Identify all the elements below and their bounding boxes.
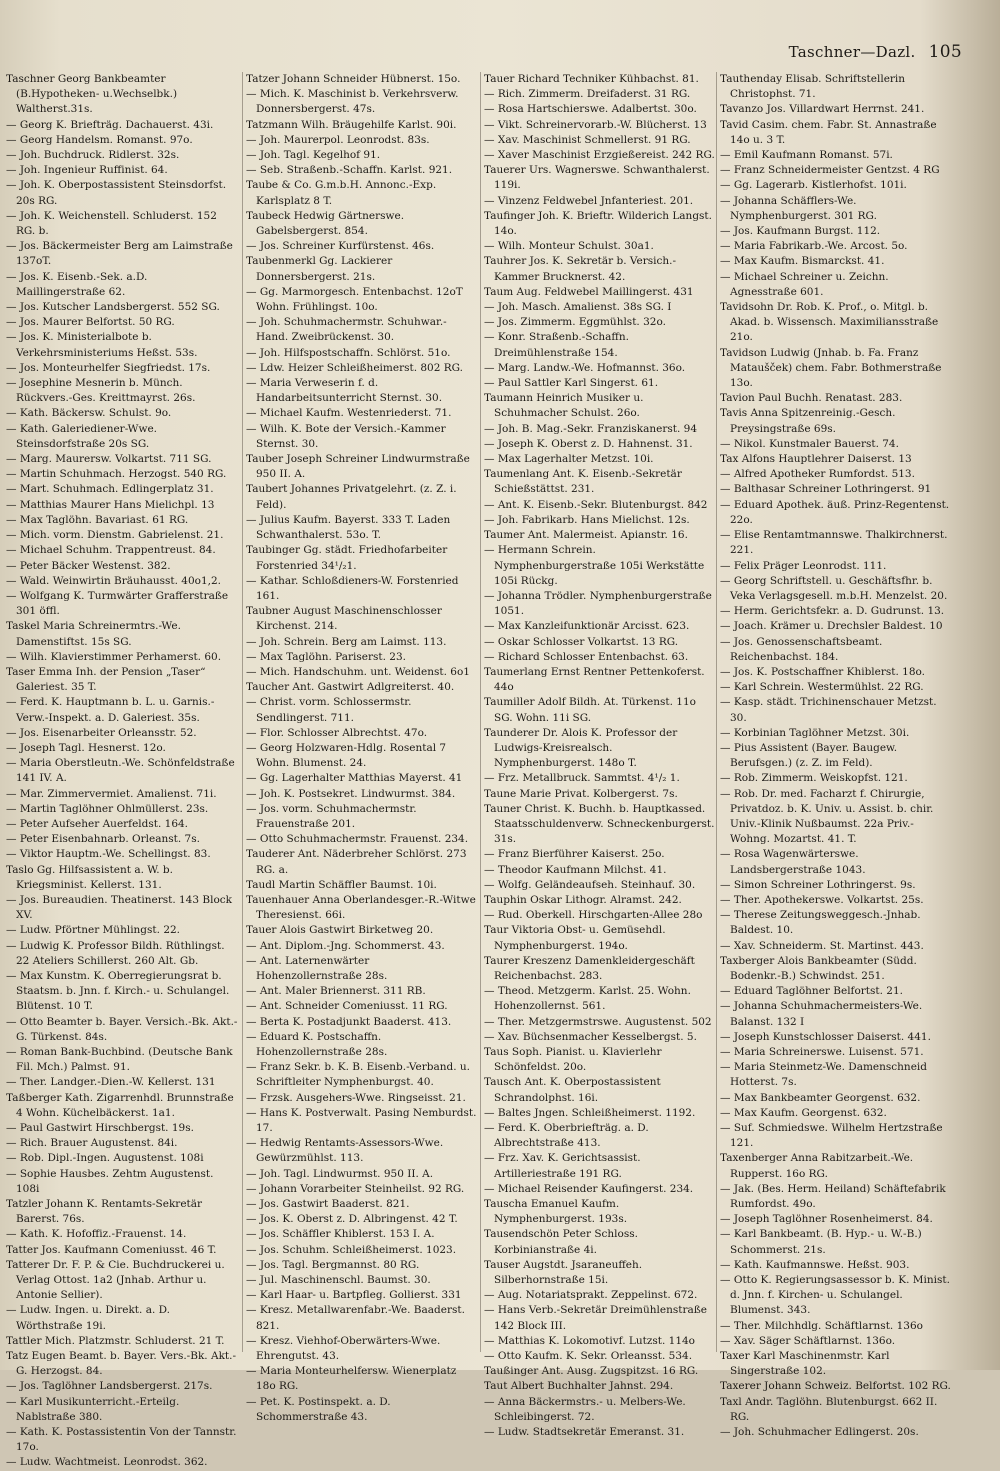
directory-entry: Tauer Alois Gastwirt Birketweg 20. bbox=[246, 924, 434, 937]
directory-entry: — Joh. Schuhmacher Edlingerst. 20s. bbox=[720, 1426, 919, 1439]
directory-entry: — Jos. Monteurhelfer Siegfriedst. 17s. bbox=[6, 361, 211, 374]
directory-entry: — Jos. Kutscher Landsbergerst. 552 SG. bbox=[6, 301, 220, 314]
directory-entry: — Joh. Schrein. Berg am Laimst. 113. bbox=[246, 635, 447, 648]
directory-entry: — Xaver Maschinist Erzgießereist. 242 RG. bbox=[484, 149, 715, 162]
directory-entry: Tattler Mich. Platzmstr. Schluderst. 21 T. bbox=[6, 1334, 225, 1347]
directory-entry: — Georg Holzwaren-Hdlg. Rosental 7 Wohn. Blumenst. 24. bbox=[246, 741, 447, 770]
directory-entry: Taumerlang Ernst Rentner Pettenkoferst. 44o bbox=[484, 665, 705, 694]
directory-entry: — Konr. Straßenb.-Schaffn. Dreimühlenstraße 154. bbox=[484, 331, 629, 359]
directory-entry: — Jos. vorm. Schuhmachermstr. Frauenstraße 201. bbox=[246, 802, 417, 830]
directory-entry: — Kath. K. Hofoffiz.-Frauenst. 14. bbox=[6, 1228, 187, 1241]
directory-entry: — Rich. Zimmerm. Dreifaderst. 31 RG. bbox=[484, 88, 691, 101]
directory-entry: Tauerer Urs. Wagnerswe. Schwanthalerst. 119i. bbox=[484, 164, 710, 192]
directory-entry: — Michael Schuhm. Trappentreust. 84. bbox=[6, 544, 216, 557]
directory-entry: — Rob. Dr. med. Facharzt f. Chirurgie, Privatdoz. b. K. Univ. u. Assist. b. chir. Univ.-Klinik Nußbaumst. 22a Priv.-Wohng. Mozartst. 41. T. bbox=[720, 787, 934, 846]
running-header bbox=[789, 42, 962, 62]
directory-entry: Taur Viktoria Obst- u. Gemüsehdl. Nymphenburgerst. 194o. bbox=[484, 924, 666, 952]
directory-entry: — Herm. Gerichtsfekr. a. D. Gudrunst. 13. bbox=[720, 605, 945, 618]
directory-entry: Taucher Ant. Gastwirt Adlgreiterst. 40. bbox=[246, 681, 455, 694]
directory-entry: — Joh. Tagl. Kegelhof 91. bbox=[246, 149, 381, 162]
directory-entry: Tavis Anna Spitzenreinig.-Gesch. Preysingstraße 69s. bbox=[720, 407, 896, 435]
directory-entry: — Viktor Hauptm.-We. Schellingst. 83. bbox=[6, 848, 211, 861]
directory-entry: — Kath. Galeriediener-Wwe. Steinsdorfstraße 20s SG. bbox=[6, 422, 158, 450]
directory-entry: — Jos. Genossenschaftsbeamt. Reichenbachst. 184. bbox=[720, 635, 883, 663]
directory-entry: Tavanzo Jos. Villardwart Herrnst. 241. bbox=[720, 103, 925, 116]
directory-entry: — Matthias Maurer Hans Mielichpl. 13 bbox=[6, 498, 215, 511]
directory-entry: Tausendschön Peter Schloss. Korbinianstraße 4i. bbox=[484, 1228, 638, 1256]
directory-entry: Taßberger Kath. Zigarrenhdl. Brunnstraße 4 Wohn. Küchelbäckerst. 1a1. bbox=[6, 1091, 234, 1119]
directory-entry: — Wilh. K. Bote der Versich.-Kammer Sternst. 30. bbox=[246, 422, 446, 450]
directory-entry: — Joseph Taglöhner Rosenheimerst. 84. bbox=[720, 1213, 933, 1226]
directory-entry: — Max Kaufm. Georgenst. 632. bbox=[720, 1106, 887, 1119]
directory-entry: — Sophie Hausbes. Zehtm Augustenst. 108i bbox=[6, 1167, 214, 1195]
directory-entry: Taxberger Alois Bankbeamter (Südd. Bodenkr.-B.) Schwindst. 251. bbox=[720, 954, 917, 982]
directory-entry: — Mar. Zimmervermiet. Amalienst. 71i. bbox=[6, 787, 217, 800]
directory-entry: — Maria Fabrikarb.-We. Arcost. 5o. bbox=[720, 240, 908, 253]
directory-entry: — Eduard K. Postschaffn. Hohenzollernstraße 28s. bbox=[246, 1030, 388, 1058]
directory-entry: Taum Aug. Feldwebel Maillingerst. 431 bbox=[484, 285, 694, 298]
directory-entry: — Wilh. Monteur Schulst. 30a1. bbox=[484, 240, 654, 253]
directory-entry: Tatzmann Wilh. Bräugehilfe Karlst. 90i. bbox=[246, 118, 457, 131]
directory-entry: — Joh. Masch. Amalienst. 38s SG. I bbox=[484, 301, 672, 314]
directory-entry: Taumann Heinrich Musiker u. Schuhmacher Schulst. 26o. bbox=[484, 392, 644, 420]
directory-entry: — Anna Bäckermstrs.- u. Melbers-We. Schleibingerst. 72. bbox=[484, 1395, 686, 1423]
directory-entry: Taschner Georg Bankbeamter (B.Hypotheken- u.Wechselbk.) Waltherst.31s. bbox=[6, 73, 178, 116]
directory-entry: — Seb. Straßenb.-Schaffn. Karlst. 921. bbox=[246, 164, 453, 177]
directory-entry: — Marg. Landw.-We. Hofmannst. 36o. bbox=[484, 361, 686, 374]
directory-entry: — Joach. Krämer u. Drechsler Baldest. 10 bbox=[720, 620, 943, 633]
directory-entry: Tavidson Ludwig (Jnhab. b. Fa. Franz Mataušček) chem. Fabr. Bothmerstraße 13o. bbox=[720, 346, 942, 390]
directory-entry: — Frz. Metallbruck. Sammtst. 4¹/₂ 1. bbox=[484, 772, 680, 785]
directory-entry: — Hedwig Rentamts-Assessors-Wwe. Gewürzmühlst. 113. bbox=[246, 1137, 444, 1165]
directory-entry: — Vikt. Schreinervorarb.-W. Blücherst. 13 bbox=[484, 118, 707, 131]
directory-entry: Taube & Co. G.m.b.H. Annonc.-Exp. Karlsplatz 8 T. bbox=[246, 179, 437, 207]
directory-entry: — Maria Steinmetz-We. Damenschneid Hotterst. 7s. bbox=[720, 1061, 927, 1089]
directory-entry: — Otto K. Regierungsassessor b. K. Minist. d. Jnn. f. Kirchen- u. Schulangel. Blumenst. 343. bbox=[720, 1274, 950, 1317]
directory-entry: — Ludwig K. Professor Bildh. Rüthlingst. 22 Ateliers Schillerst. 260 Alt. Gb. bbox=[6, 939, 225, 967]
directory-entry: — Joseph Kunstschlosser Daiserst. 441. bbox=[720, 1030, 931, 1043]
directory-entry: — Berta K. Postadjunkt Baaderst. 413. bbox=[246, 1015, 452, 1028]
directory-entry: — Jak. (Bes. Herm. Heiland) Schäftefabrik Rumfordst. 49o. bbox=[720, 1182, 946, 1211]
directory-entry: — Georg Schriftstell. u. Geschäftsfhr. b. Veka Verlagsgesell. m.b.H. Menzelst. 20. bbox=[720, 574, 948, 602]
directory-entry: — Ther. Metzgermstrswe. Augustenst. 502 bbox=[484, 1015, 712, 1028]
directory-entry: — Mich. Handschuhm. unt. Weidenst. 6o1 bbox=[246, 665, 470, 678]
directory-entry: — Kath. Bäckersw. Schulst. 9o. bbox=[6, 407, 172, 420]
directory-entry: — Simon Schreiner Lothringerst. 9s. bbox=[720, 878, 916, 891]
directory-entry: — Karl Schrein. Westermühlst. 22 RG. bbox=[720, 681, 924, 694]
directory-entry: — Maria Schreinerswe. Luisenst. 571. bbox=[720, 1046, 924, 1058]
directory-entry: Taunderer Dr. Alois K. Professor der Ludwigs-Kreisrealsch. Nymphenburgerst. 148o T. bbox=[484, 726, 678, 770]
page-number: 105 bbox=[928, 42, 962, 62]
directory-entry: — Joh. K. Postsekret. Lindwurmst. 384. bbox=[246, 787, 456, 800]
directory-entry: Taumer Ant. Malermeist. Apianstr. 16. bbox=[484, 529, 688, 542]
directory-entry: — Ther. Milchhdlg. Schäftlarnst. 136o bbox=[720, 1319, 923, 1332]
directory-entry: Tatz Eugen Beamt. b. Bayer. Vers.-Bk. Akt.-G. Herzogst. 84. bbox=[6, 1350, 237, 1378]
directory-entry: — Joh. Ingenieur Ruffinist. 64. bbox=[6, 164, 168, 177]
directory-entry: — Jos. Zimmerm. Eggmühlst. 32o. bbox=[484, 316, 666, 329]
directory-entry: — Maria Verweserin f. d. Handarbeitsunterricht Sternst. 30. bbox=[246, 377, 443, 405]
directory-entry: Tatter Jos. Kaufmann Comeniusst. 46 T. bbox=[6, 1243, 217, 1256]
directory-entry: — Jos. Bäckermeister Berg am Laimstraße 137oT. bbox=[6, 240, 233, 268]
directory-entry: — Roman Bank-Buchbind. (Deutsche Bank Fil. Mch.) Palmst. 91. bbox=[6, 1046, 233, 1074]
directory-entry: — Michael Reisender Kaufingerst. 234. bbox=[484, 1182, 694, 1195]
directory-entry: Taurer Kreszenz Damenkleidergeschäft Reichenbachst. 283. bbox=[484, 954, 695, 982]
directory-entry: — Kath. Kaufmannswe. Heßst. 903. bbox=[720, 1258, 910, 1271]
directory-entry: — Elise Rentamtmannswe. Thalkirchnerst. 221. bbox=[720, 529, 948, 557]
directory-entry: — Joh. Hilfspostschaffn. Schlörst. 51o. bbox=[246, 346, 451, 359]
directory-entry: — Vinzenz Feldwebel Jnfanteriest. 201. bbox=[484, 194, 694, 207]
directory-entry: — Rosa Wagenwärterswe. Landsbergerstraße 1043. bbox=[720, 848, 866, 876]
directory-entry: — Pius Assistent (Bayer. Baugew. Berufsgen.) (z. Z. im Feld). bbox=[720, 741, 898, 770]
directory-entry: Taus Soph. Pianist. u. Klavierlehr Schönfeldst. 20o. bbox=[484, 1046, 662, 1074]
directory-entry: Taxer Karl Maschinenmstr. Karl Singerstraße 102. bbox=[720, 1350, 890, 1378]
directory-entry: — Ludw. Ingen. u. Direkt. a. D. Wörthstraße 19i. bbox=[6, 1304, 171, 1332]
directory-entry: — Georg Handelsm. Romanst. 97o. bbox=[6, 133, 193, 146]
directory-entry: — Maria Monteurhelfersw. Wienerplatz 18o RG. bbox=[246, 1365, 457, 1393]
directory-entry: — Joh. Schuhmachermstr. Schuhwar.-Hand. Zweibrückenst. 30. bbox=[246, 316, 447, 344]
directory-entry: — Max Kaufm. Bismarckst. 41. bbox=[720, 255, 885, 268]
directory-entry: Tavid Casim. chem. Fabr. St. Annastraße 14o u. 3 T. bbox=[720, 118, 937, 146]
directory-entry: — Joh. K. Oberpostassistent Steinsdorfst. 20s RG. bbox=[6, 179, 227, 207]
directory-entry: Taser Emma Inh. der Pension „Taser“ Galeriest. 35 T. bbox=[6, 665, 206, 694]
directory-entry: — Karl Bankbeamt. (B. Hyp.- u. W.-B.) Schommerst. 21s. bbox=[720, 1228, 922, 1256]
column-3 bbox=[484, 72, 716, 1439]
directory-entry: — Wolfg. Geländeaufseh. Steinhauf. 30. bbox=[484, 878, 696, 891]
directory-entry: — Gg. Marmorgesch. Entenbachst. 12oT Wohn. Frühlingst. 10o. bbox=[246, 285, 463, 314]
directory-entry: Taxl Andr. Taglöhn. Blutenburgst. 662 II. RG. bbox=[720, 1395, 938, 1423]
directory-entry: — Johanna Schäfflers-We. Nymphenburgerst. 301 RG. bbox=[720, 194, 877, 222]
directory-entry: — Max Bankbeamter Georgenst. 632. bbox=[720, 1091, 921, 1104]
directory-entry: Tax Alfons Hauptlehrer Daiserst. 13 bbox=[720, 453, 912, 466]
directory-entry: — Julius Kaufm. Bayerst. 333 T. Laden Schwanthalerst. 53o. T. bbox=[246, 513, 451, 542]
directory-entry: — Ant. K. Eisenb.-Sekr. Blutenburgst. 842 bbox=[484, 498, 708, 511]
directory-entry: Taumiller Adolf Bildh. At. Türkenst. 11o SG. Wohn. 11i SG. bbox=[484, 696, 696, 724]
directory-entry: — Kathar. Schloßdieners-W. Forstenried 161. bbox=[246, 574, 459, 602]
directory-entry: Taune Marie Privat. Kolbergerst. 7s. bbox=[484, 787, 678, 800]
directory-entry: — Matthias K. Lokomotivf. Lutzst. 114o bbox=[484, 1334, 695, 1347]
directory-entry: — Ludw. Pförtner Mühlingst. 22. bbox=[6, 924, 181, 937]
directory-entry: — Joseph Tagl. Hesnerst. 12o. bbox=[6, 741, 166, 754]
directory-entry: Tatterer Dr. F. P. & Cie. Buchdruckerei u. Verlag Ottost. 1a2 (Jnhab. Arthur u. Antonie Sellier). bbox=[6, 1258, 225, 1302]
directory-entry: — Max Taglöhn. Bavariast. 61 RG. bbox=[6, 513, 189, 526]
directory-entry: — Jul. Maschinenschl. Baumst. 30. bbox=[246, 1274, 431, 1287]
directory-entry: Taubinger Gg. städt. Friedhofarbeiter Forstenried 34¹/₂1. bbox=[246, 544, 448, 572]
directory-entry: — Ant. Laternenwärter Hohenzollernstraße 28s. bbox=[246, 954, 388, 982]
directory-entry: — Ther. Apothekerswe. Volkartst. 25s. bbox=[720, 893, 924, 906]
directory-entry: — Nikol. Kunstmaler Bauerst. 74. bbox=[720, 437, 899, 450]
directory-entry: — Kath. K. Postassistentin Von der Tannstr. 17o. bbox=[6, 1426, 237, 1454]
directory-entry: — Karl Haar- u. Bartpfleg. Gollierst. 331 bbox=[246, 1289, 462, 1302]
directory-entry: — Wolfgang K. Turmwärter Grafferstraße 301 öffl. bbox=[6, 589, 229, 618]
directory-entry: Taubert Johannes Privatgelehrt. (z. Z. i. Feld). bbox=[246, 483, 457, 511]
directory-entry: — Eduard Apothek. äuß. Prinz-Regentenst. 22o. bbox=[720, 498, 950, 526]
directory-entry: — Ther. Landger.-Dien.-W. Kellerst. 131 bbox=[6, 1076, 216, 1089]
directory-entry: — Gg. Lagerarb. Kistlerhofst. 101i. bbox=[720, 179, 907, 192]
directory-entry: — Ant. Maler Briennerst. 311 RB. bbox=[246, 985, 426, 998]
directory-entry: — Otto Kaufm. K. Sekr. Orleansst. 534. bbox=[484, 1350, 693, 1363]
directory-entry: — Joh. Tagl. Lindwurmst. 950 II. A. bbox=[246, 1167, 434, 1180]
directory-entry: Tavidsohn Dr. Rob. K. Prof., o. Mitgl. b. Akad. b. Wissensch. Maximiliansstraße 21o. bbox=[720, 301, 939, 344]
directory-entry: Tauber Joseph Schreiner Lindwurmstraße 950 II. A. bbox=[246, 453, 470, 481]
directory-entry: — Wald. Weinwirtin Bräuhausst. 40o1,2. bbox=[6, 574, 221, 587]
directory-entry: — Paul Gastwirt Hirschbergst. 19s. bbox=[6, 1122, 194, 1135]
directory-entry: — Jos. Kaufmann Burgst. 112. bbox=[720, 225, 881, 238]
directory-entry: — Jos. Taglöhner Landsbergerst. 217s. bbox=[6, 1380, 213, 1393]
directory-entry: Taubner August Maschinenschlosser Kirchenst. 214. bbox=[246, 605, 442, 633]
directory-entry: — Johanna Schuhmachermeisters-We. Balanst. 132 I bbox=[720, 1000, 923, 1028]
directory-entry: — Jos. Tagl. Bergmannst. 80 RG. bbox=[246, 1258, 420, 1271]
directory-entry: — Martin Taglöhner Ohlmüllerst. 23s. bbox=[6, 802, 209, 815]
column-2 bbox=[246, 72, 478, 1423]
directory-entry: — Karl Musikunterricht.-Erteilg. Nablstraße 380. bbox=[6, 1395, 180, 1423]
directory-entry: — Richard Schlosser Entenbachst. 63. bbox=[484, 650, 689, 663]
directory-entry: — Jos. Schuhm. Schleißheimerst. 1023. bbox=[246, 1243, 457, 1256]
directory-entry: Tauphin Oskar Lithogr. Alramst. 242. bbox=[484, 893, 682, 906]
directory-entry: Tauner Christ. K. Buchh. b. Hauptkassed. Staatsschuldenverw. Schneckenburgerst. 31s. bbox=[484, 802, 715, 846]
directory-entry: Tatzler Johann K. Rentamts-Sekretär Barerst. 76s. bbox=[6, 1198, 203, 1226]
directory-entry: — Joh. Fabrikarb. Hans Mielichst. 12s. bbox=[484, 513, 690, 526]
directory-entry: — Balthasar Schreiner Lothringerst. 91 bbox=[720, 483, 932, 496]
directory-entry: Taufinger Joh. K. Brieftr. Wilderich Langst. 14o. bbox=[484, 209, 712, 238]
directory-entry: — Joh. B. Mag.-Sekr. Franziskanerst. 94 bbox=[484, 422, 697, 435]
column-4 bbox=[720, 72, 952, 1439]
directory-entry: — Baltes Jngen. Schleißheimerst. 1192. bbox=[484, 1106, 696, 1119]
directory-entry: — Peter Eisenbahnarb. Orleanst. 7s. bbox=[6, 833, 200, 846]
directory-entry: — Joh. Maurerpol. Leonrodst. 83s. bbox=[246, 133, 430, 146]
directory-entry: — Ludw. Wachtmeist. Leonrodst. 362. bbox=[6, 1456, 208, 1469]
directory-entry: — Kasp. städt. Trichinenschauer Metzst. 30. bbox=[720, 696, 937, 724]
directory-entry: — Max Taglöhn. Pariserst. 23. bbox=[246, 650, 406, 663]
directory-entry: — Flor. Schlosser Albrechtst. 47o. bbox=[246, 726, 428, 739]
directory-entry: — Ant. Schneider Comeniusst. 11 RG. bbox=[246, 1000, 448, 1013]
directory-entry: Taußinger Ant. Ausg. Zugspitzst. 16 RG. bbox=[484, 1365, 699, 1378]
directory-entry: — Michael Schreiner u. Zeichn. Agnesstraße 601. bbox=[720, 270, 889, 298]
directory-entry: — Martin Schuhmach. Herzogst. 540 RG. bbox=[6, 468, 227, 481]
directory-entry: — Aug. Notariatsprakt. Zeppelinst. 672. bbox=[484, 1289, 698, 1302]
directory-entry: — Pet. K. Postinspekt. a. D. Schommerstraße 43. bbox=[246, 1395, 391, 1423]
directory-entry: — Mart. Schuhmach. Edlingerplatz 31. bbox=[6, 483, 214, 496]
directory-entry: Tausch Ant. K. Oberpostassistent Schrandolphst. 16i. bbox=[484, 1076, 661, 1104]
directory-entry: — Peter Bäcker Westenst. 382. bbox=[6, 559, 171, 572]
directory-entry: — Franz Sekr. b. K. B. Eisenb.-Verband. u. Schriftleiter Nymphenburgst. 40. bbox=[246, 1061, 470, 1089]
directory-entry: — Marg. Maurersw. Volkartst. 711 SG. bbox=[6, 453, 212, 466]
directory-entry: — Rob. Zimmerm. Weiskopfst. 121. bbox=[720, 772, 908, 785]
directory-entry: — Theodor Kaufmann Milchst. 41. bbox=[484, 863, 667, 876]
directory-entry: — Max Kunstm. K. Oberregierungsrat b. Staatsm. b. Jnn. f. Kirch.- u. Schulangel. Blütenst. 10 T. bbox=[6, 969, 230, 1013]
directory-entry: — Jos. Schäffler Khiblerst. 153 I. A. bbox=[246, 1228, 435, 1241]
directory-entry: Taudl Martin Schäffler Baumst. 10i. bbox=[246, 878, 437, 891]
directory-entry: — Max Lagerhalter Metzst. 10i. bbox=[484, 453, 654, 466]
directory-entry: — Jos. Schreiner Kurfürstenst. 46s. bbox=[246, 240, 435, 253]
directory-entry: — Michael Kaufm. Westenriederst. 71. bbox=[246, 407, 452, 420]
directory-entry: — Franz Schneidermeister Gentzst. 4 RG bbox=[720, 164, 940, 177]
directory-entry: Tauthenday Elisab. Schriftstellerin Christophst. 71. bbox=[720, 73, 906, 101]
directory-entry: — Alfred Apotheker Rumfordst. 513. bbox=[720, 468, 915, 481]
directory-entry: — Korbinian Taglöhner Metzst. 30i. bbox=[720, 726, 910, 739]
directory-entry: — Jos. Bureaudien. Theatinerst. 143 Block XV. bbox=[6, 893, 233, 922]
directory-entry: — Mich. vorm. Dienstm. Gabrielenst. 21. bbox=[6, 529, 224, 542]
directory-entry: — Ldw. Heizer Schleißheimerst. 802 RG. bbox=[246, 361, 464, 374]
directory-entry: — Peter Aufseher Auerfeldst. 164. bbox=[6, 817, 189, 830]
directory-entry: — Joseph K. Oberst z. D. Hahnenst. 31. bbox=[484, 437, 693, 450]
directory-entry: Tauderer Ant. Näderbreher Schlörst. 273 RG. a. bbox=[246, 848, 467, 876]
directory-entry: — Franz Bierführer Kaiserst. 25o. bbox=[484, 848, 665, 861]
directory-entry: — Hans Verb.-Sekretär Dreimühlenstraße 142 Block III. bbox=[484, 1304, 707, 1332]
directory-entry: — Josephine Mesnerin b. Münch. Rückvers.-Ges. Kreittmayrst. 26s. bbox=[6, 377, 196, 405]
directory-entry: — Ant. Diplom.-Jng. Schommerst. 43. bbox=[246, 939, 445, 952]
directory-entry: — Hermann Schrein. Nymphenburgerstraße 105i Werkstätte 105i Rückg. bbox=[484, 544, 705, 587]
directory-entry: — Mich. K. Maschinist b. Verkehrsverw. Donnersbergerst. 47s. bbox=[246, 88, 459, 116]
directory-entry: Tauer Richard Techniker Kühbachst. 81. bbox=[484, 73, 699, 85]
directory-entry: Taubeck Hedwig Gärtnerswe. Gabelsbergerst. 854. bbox=[246, 209, 405, 238]
directory-entry: Tatzer Johann Schneider Hübnerst. 15o. bbox=[246, 73, 461, 85]
directory-entry: — Xav. Büchsenmacher Kesselbergst. 5. bbox=[484, 1030, 697, 1043]
directory-entry: Taslo Gg. Hilfsassistent a. W. b. Kriegsminist. Kellerst. 131. bbox=[6, 863, 173, 891]
directory-entry: — Rosa Hartschierswe. Adalbertst. 30o. bbox=[484, 103, 697, 116]
directory-entry: — Christ. vorm. Schlossermstr. Sendlingerst. 711. bbox=[246, 696, 412, 724]
directory-entry: — Jos. K. Postschaffner Khiblerst. 18o. bbox=[720, 665, 926, 678]
directory-entry: — Oskar Schlosser Volkartst. 13 RG. bbox=[484, 635, 679, 648]
directory-entry: — Rob. Dipl.-Ingen. Augustenst. 108i bbox=[6, 1152, 204, 1165]
directory-entry: Taubenmerkl Gg. Lackierer Donnersbergerst. 21s. bbox=[246, 255, 393, 283]
directory-entry: — Jos. Maurer Belfortst. 50 RG. bbox=[6, 316, 175, 329]
directory-entry: — Johann Vorarbeiter Steinheilst. 92 RG. bbox=[246, 1182, 465, 1195]
directory-entry: Tauhrer Jos. K. Sekretär b. Versich.-Kammer Brucknerst. 42. bbox=[484, 255, 677, 283]
directory-entry: — Jos. K. Ministerialbote b. Verkehrsministeriums Heßst. 53s. bbox=[6, 331, 198, 359]
directory-entry: Tauser Augstdt. Jsaraneuffeh. Silberhornstraße 15i. bbox=[484, 1258, 643, 1287]
directory-entry: — Frzsk. Ausgehers-Wwe. Ringseisst. 21. bbox=[246, 1091, 466, 1104]
directory-entry: — Otto Schuhmachermstr. Frauenst. 234. bbox=[246, 833, 469, 846]
running-title: Taschner—Dazl. bbox=[788, 43, 916, 61]
directory-entry: Tauscha Emanuel Kaufm. Nymphenburgerst. 193s. bbox=[484, 1198, 628, 1226]
directory-columns bbox=[6, 72, 956, 1469]
directory-entry: — Eduard Taglöhner Belfortst. 21. bbox=[720, 985, 903, 998]
directory-entry: — Ferd. K. Hauptmann b. L. u. Garnis.-Verw.-Inspekt. a. D. Galeriest. 35s. bbox=[6, 696, 215, 724]
directory-entry: Taxenberger Anna Rabitzarbeit.-We. Rupperst. 16o RG. bbox=[720, 1152, 914, 1180]
directory-entry: — Maria Oberstleutn.-We. Schönfeldstraße 141 IV. A. bbox=[6, 757, 235, 785]
directory-entry: — Jos. Gastwirt Baaderst. 821. bbox=[246, 1198, 410, 1211]
directory-entry: — Rich. Brauer Augustenst. 84i. bbox=[6, 1137, 178, 1150]
directory-entry: — Jos. Eisenarbeiter Orleansstr. 52. bbox=[6, 726, 197, 739]
directory-entry: — Paul Sattler Karl Singerst. 61. bbox=[484, 377, 659, 390]
directory-entry: — Max Kanzleifunktionär Arcisst. 623. bbox=[484, 620, 690, 633]
directory-entry: — Gg. Lagerhalter Matthias Mayerst. 41 bbox=[246, 772, 463, 785]
directory-entry: — Xav. Schneiderm. St. Martinst. 443. bbox=[720, 939, 924, 952]
directory-entry: — Joh. Buchdruck. Ridlerst. 32s. bbox=[6, 149, 180, 162]
directory-entry: — Otto Beamter b. Bayer. Versich.-Bk. Akt.-G. Türkenst. 84s. bbox=[6, 1015, 238, 1043]
directory-entry: — Suf. Schmiedswe. Wilhelm Hertzstraße 121. bbox=[720, 1122, 943, 1150]
directory-entry: — Felix Präger Leonrodst. 111. bbox=[720, 559, 887, 572]
directory-entry: — Kresz. Metallwarenfabr.-We. Baaderst. 821. bbox=[246, 1304, 465, 1332]
directory-entry: — Hans K. Postverwalt. Pasing Nemburdst. 17. bbox=[246, 1106, 477, 1135]
directory-entry: — Georg K. Briefträg. Dachauerst. 43i. bbox=[6, 118, 214, 131]
directory-entry: — Ferd. K. Oberbriefträg. a. D. Albrechtstraße 413. bbox=[484, 1122, 649, 1150]
column-1 bbox=[6, 72, 238, 1469]
directory-entry: — Joh. K. Weichenstell. Schluderst. 152 RG. b. bbox=[6, 209, 217, 238]
directory-entry: Tauenhauer Anna Oberlandesger.-R.-Witwe Theresienst. 66i. bbox=[246, 893, 476, 922]
directory-entry: — Jos. K. Eisenb.-Sek. a.D. Maillingerstraße 62. bbox=[6, 270, 148, 298]
directory-entry: — Xav. Säger Schäftlarnst. 136o. bbox=[720, 1334, 896, 1347]
directory-entry: — Jos. K. Oberst z. D. Albringenst. 42 T. bbox=[246, 1213, 458, 1226]
directory-entry: Taut Albert Buchhalter Jahnst. 294. bbox=[484, 1380, 674, 1393]
directory-entry: Taumenlang Ant. K. Eisenb.-Sekretär Schießstättst. 231. bbox=[484, 468, 682, 496]
directory-entry: — Emil Kaufmann Romanst. 57i. bbox=[720, 149, 893, 162]
directory-entry: — Wilh. Klavierstimmer Perhamerst. 60. bbox=[6, 650, 222, 663]
directory-entry: — Johanna Trödler. Nymphenburgerstraße 1051. bbox=[484, 589, 712, 618]
directory-entry: Taxerer Johann Schweiz. Belfortst. 102 RG. bbox=[720, 1380, 951, 1393]
directory-entry: Taskel Maria Schreinermtrs.-We. Damenstiftst. 15s SG. bbox=[6, 620, 181, 648]
directory-entry: — Therese Zeitungsweggesch.-Jnhab. Baldest. 10. bbox=[720, 909, 921, 937]
directory-entry: — Rud. Oberkell. Hirschgarten-Allee 28o bbox=[484, 909, 703, 922]
directory-entry: — Frz. Xav. K. Gerichtsassist. Artilleriestraße 191 RG. bbox=[484, 1152, 641, 1180]
directory-entry: — Xav. Maschinist Schmellerst. 91 RG. bbox=[484, 133, 691, 146]
directory-entry: — Ludw. Stadtsekretär Emeranst. 31. bbox=[484, 1426, 685, 1439]
directory-entry: Tavion Paul Buchh. Renatast. 283. bbox=[720, 392, 903, 405]
directory-entry: — Kresz. Viehhof-Oberwärters-Wwe. Ehrengutst. 43. bbox=[246, 1334, 441, 1363]
directory-entry: — Theod. Metzgerm. Karlst. 25. Wohn. Hohenzollernst. 561. bbox=[484, 985, 691, 1013]
